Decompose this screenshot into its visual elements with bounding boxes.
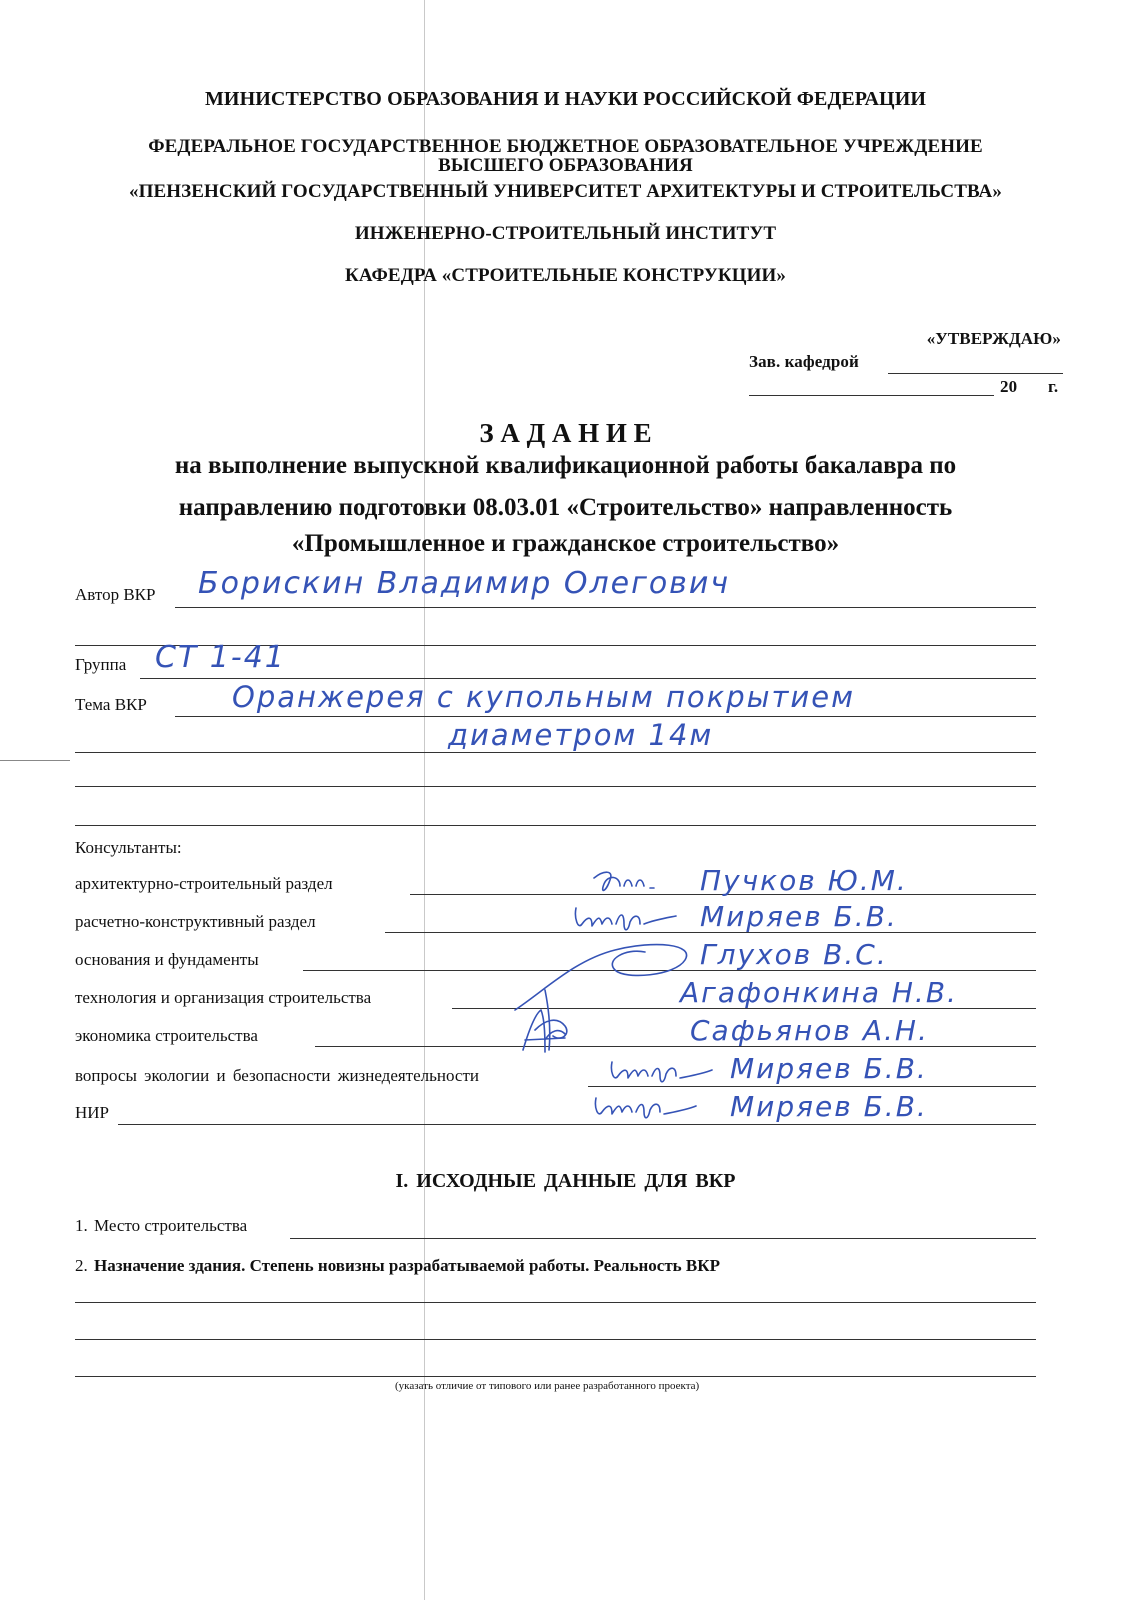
- consultants-heading: Консультанты:: [75, 838, 182, 857]
- consultant-name-research: Миряев Б.В.: [730, 1090, 928, 1123]
- item-2-number: 2.: [75, 1256, 88, 1275]
- item-1-label: Место строительства: [94, 1216, 248, 1235]
- approval-title: «УТВЕРЖДАЮ»: [926, 329, 1061, 348]
- topic-value-line-2: диаметром 14м: [448, 718, 714, 752]
- institution-line-1: ФЕДЕРАЛЬНОЕ ГОСУДАРСТВЕННОЕ БЮДЖЕТНОЕ ОБРАЗОВАТЕЛЬНОЕ УЧРЕЖДЕНИЕ: [148, 136, 983, 157]
- signature-ecology: [606, 1058, 716, 1088]
- topic-label: Тема ВКР: [75, 695, 147, 714]
- author-label: Автор ВКР: [75, 585, 156, 604]
- consultant-section-research: НИР: [75, 1103, 110, 1122]
- consultant-section-foundations: основания и фундаменты: [75, 950, 259, 969]
- topic-value-line-1: Оранжерея с купольным покрытием: [232, 680, 855, 714]
- item-2-line-1: [75, 1302, 1036, 1303]
- consultant-section-structural: расчетно-конструктивный раздел: [75, 912, 316, 931]
- topic-line-4: [75, 825, 1036, 826]
- assignment-subtitle-line-3: «Промышленное и гражданское строительство»: [291, 530, 840, 557]
- consultant-section-architecture: архитектурно-строительный раздел: [75, 874, 333, 893]
- consultant-line-research: [118, 1124, 1036, 1125]
- consultant-name-economics: Сафьянов А.Н.: [690, 1014, 929, 1047]
- item-2-line-2: [75, 1339, 1036, 1340]
- topic-line-3: [75, 786, 1036, 787]
- department-name: КАФЕДРА «СТРОИТЕЛЬНЫЕ КОНСТРУКЦИИ»: [345, 265, 786, 286]
- topic-line-1: [175, 716, 1036, 717]
- approval-year-suffix: г.: [1048, 377, 1059, 396]
- consultant-section-ecology: вопросы экологии и безопасности жизнедеятельности: [75, 1066, 479, 1085]
- item-2-line-3: [75, 1376, 1036, 1377]
- signature-architecture: [590, 866, 670, 900]
- institution-line-2: ВЫСШЕГО ОБРАЗОВАНИЯ: [438, 155, 693, 176]
- assignment-subtitle-line-1: на выполнение выпускной квалификационной работы бакалавра по: [174, 452, 957, 479]
- item-2-label: Назначение здания. Степень новизны разрабатываемой работы. Реальность ВКР: [94, 1256, 720, 1275]
- head-signature-line: [888, 373, 1063, 374]
- item-1-line: [290, 1238, 1036, 1239]
- consultant-section-technology: технология и организация строительства: [75, 988, 372, 1007]
- author-line: [175, 607, 1036, 608]
- signature-research: [590, 1094, 700, 1124]
- group-value: СТ 1-41: [155, 640, 286, 675]
- margin-mark: [0, 760, 70, 761]
- consultant-section-economics: экономика строительства: [75, 1026, 258, 1045]
- approval-date-line: [749, 395, 994, 396]
- assignment-subtitle-line-2: направлению подготовки 08.03.01 «Строительство» направленность: [178, 494, 953, 521]
- head-of-department-label: Зав. кафедрой: [749, 352, 859, 371]
- item-1-number: 1.: [75, 1216, 88, 1235]
- consultant-name-technology: Агафонкина Н.В.: [680, 976, 958, 1009]
- author-value: Борискин Владимир Олегович: [198, 566, 731, 601]
- item-2-note: (указать отличие от типового или ранее разработанного проекта): [395, 1380, 700, 1392]
- group-label: Группа: [75, 655, 127, 674]
- group-line: [140, 678, 1036, 679]
- section-1-heading: I. ИСХОДНЫЕ ДАННЫЕ ДЛЯ ВКР: [395, 1170, 736, 1192]
- consultant-name-architecture: Пучков Ю.М.: [700, 864, 908, 897]
- consultant-name-foundations: Глухов В.С.: [700, 938, 888, 971]
- consultant-name-structural: Миряев Б.В.: [700, 900, 898, 933]
- university-name: «ПЕНЗЕНСКИЙ ГОСУДАРСТВЕННЫЙ УНИВЕРСИТЕТ АРХИТЕКТУРЫ И СТРОИТЕЛЬСТВА»: [129, 181, 1002, 202]
- assignment-title: З А Д А Н И Е: [479, 418, 652, 448]
- institute-name: ИНЖЕНЕРНО-СТРОИТЕЛЬНЫЙ ИНСТИТУТ: [354, 223, 777, 244]
- ministry-heading: МИНИСТЕРСТВО ОБРАЗОВАНИЯ И НАУКИ РОССИЙСКОЙ ФЕДЕРАЦИИ: [204, 88, 927, 110]
- consultant-name-ecology: Миряев Б.В.: [730, 1052, 928, 1085]
- signature-economics: [515, 1000, 575, 1060]
- topic-line-2: [75, 752, 1036, 753]
- approval-year-prefix: 20: [1000, 377, 1018, 396]
